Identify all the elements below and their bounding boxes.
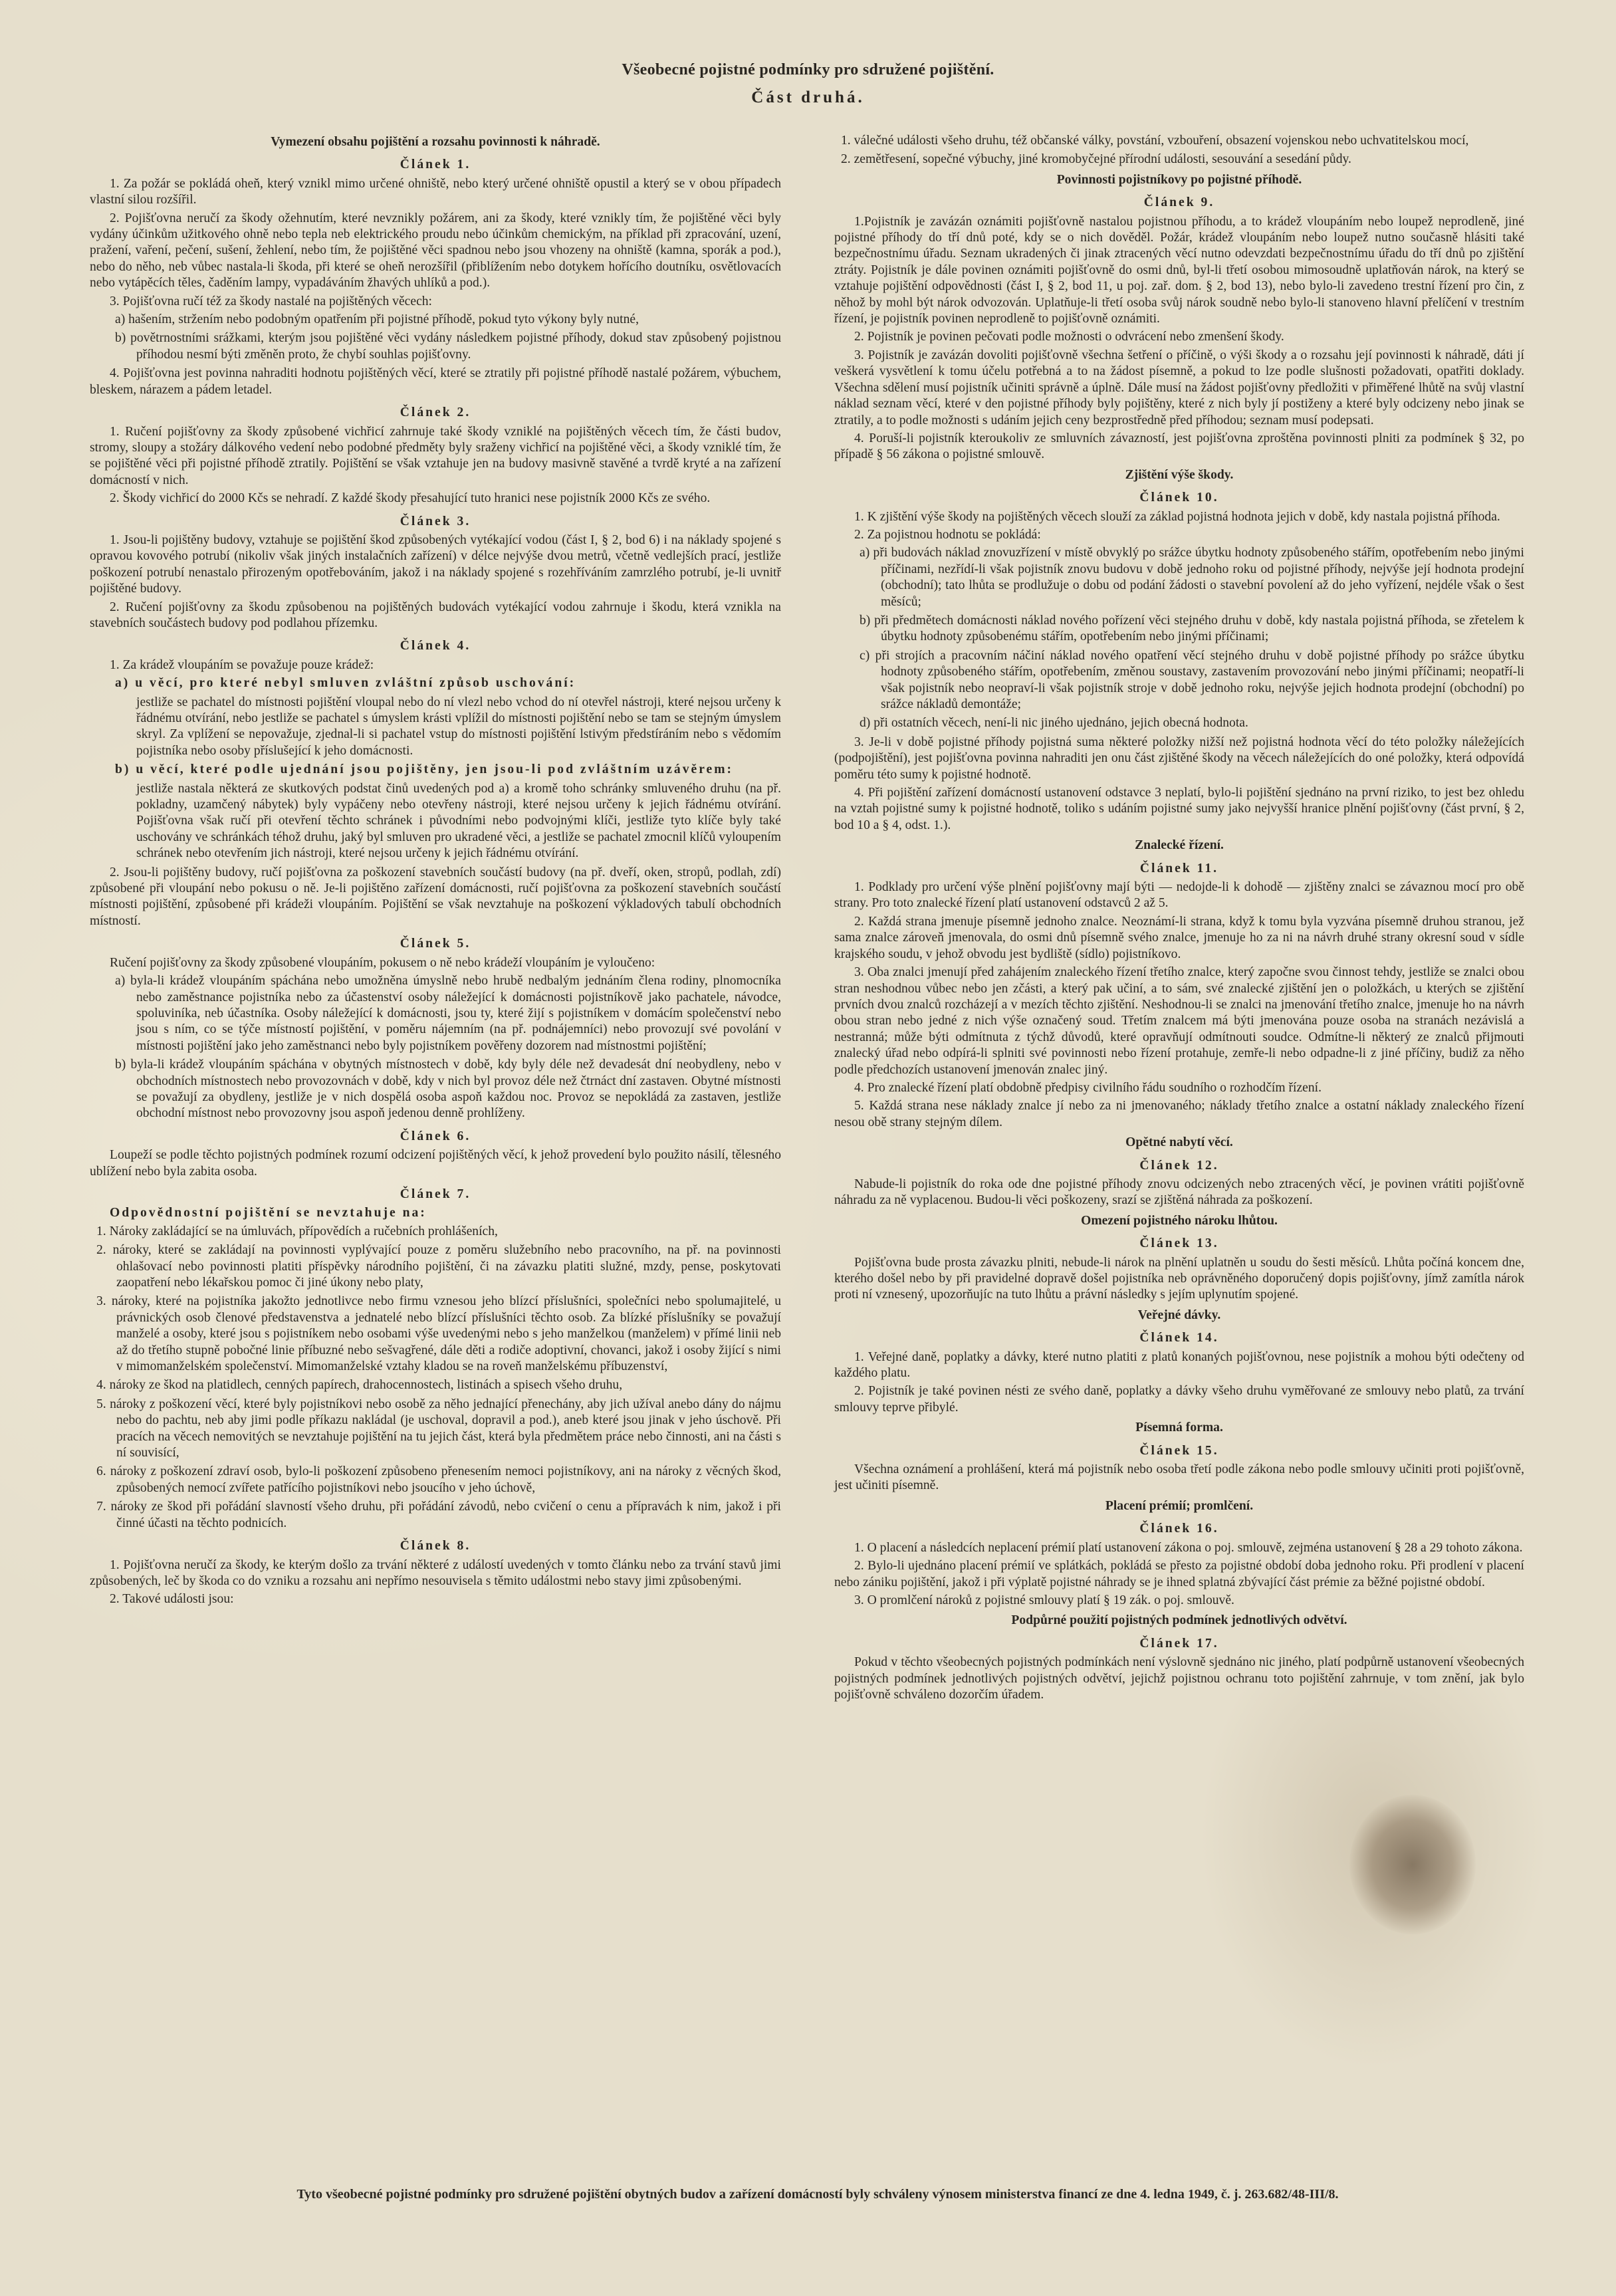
paragraph: 5. Každá strana nese náklady znalce jí nebo za ni jmenovaného; náklady třetího znalce a ostatní náklady znaleckého řízení nesou obě strany stejným dílem. <box>834 1099 1524 1129</box>
article-heading: Článek 10. <box>1139 491 1219 505</box>
paragraph: 1. Podklady pro určení výše plnění pojišťovny mají býti — nedojde-li k dohodě — zjištěny znalci se závaznou mocí pro obě strany. Pro toto znalecké řízení platí ustanovení odstavců 2 až 5. <box>834 880 1524 911</box>
paragraph: Všechna oznámení a prohlášení, která má pojistník nebo osoba třetí podle zákona nebo podle smlouvy učiniti proti pojišťovně, jest učiniti písemně. <box>834 1462 1524 1493</box>
article-heading: Článek 12. <box>1139 1158 1219 1173</box>
article-heading: Článek 16. <box>1139 1522 1219 1536</box>
coffee-stain <box>1349 1795 1476 1934</box>
paragraph: 4. Poruší-li pojistník kteroukoliv ze smluvních závazností, jest pojišťovna zproštěna povinnosti plniti za podmínek § 32, po případě § 56 zákona o pojistné smlouvě. <box>834 431 1524 462</box>
paragraph: 2. Za pojistnou hodnotu se pokládá: <box>854 527 1041 542</box>
paragraph: Pojišťovna bude prosta závazku plniti, nebude-li nárok na plnění uplatněn u soudu do šesti měsíců. Lhůta počíná koncem dne, kterého došel nebo by při pravidelné dopravě došel pojistníka neb oprávněného doporučený dopis pojišťovny, jímž zamítla nárok proti ní vznesený, upozorňujíc na tuto lhůtu a právní následky s jejím uplynutím spojené. <box>834 1255 1524 1302</box>
article-heading: Článek 6. <box>400 1129 471 1143</box>
paragraph: 2. Pojistník je povinen pečovati podle možnosti o odvrácení nebo zmenšení škody. <box>854 330 1284 344</box>
paragraph: 2. Pojišťovna neručí za škody ožehnutím, které nevznikly požárem, ani za škody, které vznikly tím, že pojištěné věci byly vydány účinkům užitkového ohně nebo tepla neb elektrického proudu nebo účinkům chemickým, na příklad při zpracování, uzení, pražení, vaření, pečení, sušení, žehlení, nebo tím, že pojištěné věci spadnou nebo jsou vhozeny na ohniště (kamna, sporák a pod.), nebo do něho, neb vůbec nastala-li škoda, při které se oheň nerozšířil (přiblížením nebo dotykem hořícího doutníku, osvětlovacích nebo vytápěcích těles, čaděním lampy, vypadáváním žhavých uhlíků a pod.). <box>90 211 781 290</box>
article-heading: Článek 2. <box>400 405 471 420</box>
document-header <box>0 61 1616 107</box>
paragraph: 4. Pojišťovna jest povinna nahraditi hodnotu pojištěných věcí, které se ztratily při pojistné příhodě nastalé požárem, výbuchem, bleskem, nárazem a pádem letadel. <box>90 366 781 397</box>
left-column <box>90 130 781 1610</box>
list-item-heading: a) u věcí, pro které nebyl smluven zvláštní způsob uschování: <box>115 676 576 691</box>
paragraph: 2. Každá strana jmenuje písemně jednoho znalce. Neoznámí-li strana, když k tomu byla vyzvána písemně druhou stranou, jež sama znalce zároveň jmenovala, do osmi dnů písemně svého znalce, jmenuje ho za ni na návrh druhé strany okresní soud v sídle krajského soudu, v jehož obvodu jest bydliště (sídlo) pojistníkovo. <box>834 914 1524 961</box>
article-heading: Článek 7. <box>400 1187 471 1201</box>
list-item: 2. nároky, které se zakládají na povinnosti vyplývající pouze z poměru služebního nebo pracovního, na př. na povinnosti ohlašovací nebo povinnosti platiti příspěvky národního pojištění, či na závazku platiti služné, mzdy, pense, poskytovati zaopatření nebo lékařskou pomoc či jiné úkony nebo platy, <box>96 1243 781 1290</box>
section-heading: Zjištění výše škody. <box>1125 467 1234 482</box>
section-heading: Placení prémií; promlčení. <box>1105 1498 1254 1513</box>
paragraph: 1. Veřejné daně, poplatky a dávky, které nutno platiti z platů konaných pojišťovnou, nese pojistník a mohou býti odečteny od každého platu. <box>834 1349 1524 1381</box>
article-heading: Článek 4. <box>400 639 471 653</box>
paragraph: Nabude-li pojistník do roka ode dne pojistné příhody znovu odcizených nebo ztracených věcí, je povinen vrátiti pojišťovně náhradu za ně vyplacenou. Budou-li věci poškozeny, srazí se zjištěná náhrada za poškození. <box>834 1177 1524 1208</box>
paragraph: 1. Za krádež vloupáním se považuje pouze krádež: <box>110 657 374 672</box>
section-heading: Podpůrné použití pojistných podmínek jednotlivých odvětví. <box>1011 1613 1347 1628</box>
paragraph: 2. Bylo-li ujednáno placení prémií ve splátkách, pokládá se přesto za pojistné období doba jednoho roku. Při prodlení v placení nebo zániku pojištění, jakož i při výplatě pojistné náhrady se je ihned splatná zbývající část prémie za běžné pojistné období. <box>834 1559 1524 1589</box>
article-heading: Článek 13. <box>1139 1236 1219 1251</box>
paragraph: 1. Ručení pojišťovny za škody způsobené vichřicí zahrnuje také škody vzniklé na pojištěných věcech tím, že části budov, stromy, sloupy a stožáry dálkového vedení nebo podobné předměty byly sraženy vichřicí na pojištěné věci, a škody vzniklé tím, že se pojištěné věci při pojistné příhodě ztratily. Pojištění se však vztahuje jen na budovy masivně stavěné a tvrdě kryté a na zařízení domácností v nich. <box>90 424 781 487</box>
list-item: 3. nároky, které na pojistníka jakožto jednotlivce nebo firmu vznesou jeho blízcí příslušníci, společníci nebo spolumajitelé, u právnických osob členové představenstva a jednatelé nebo blízcí příslušníci těchto osob. Za blízké příslušníky se považují manželé a osoby, které jsou s pojistníkem nebo osobami výše uvedenými nebo s jeho manželkou (manželem) v přímé linii neb až do třetího stupně pobočné linie příbuzné nebo sešvagřené, dále děti a rodiče adoptivní, chovanci, jakož i osoby žijící s nimi v mimomanželském společenství. Mimomanželské vztahy kladou se na roveň manželskému příbuzenství, <box>96 1294 781 1374</box>
document-part: Část druhá. <box>751 88 865 106</box>
list-item: jestliže nastala některá ze skutkových podstat činů uvedených pod a) a kromě toho schránky smluveného druhu (na př. pokladny, uzamčený nábytek) byly vypáčeny nebo otevřeny nástroji, které nejsou určeny k jejich řádnému otvírání. Pojišťovna však ručí při otevření těchto schránek i původními nebo podvojnými klíči, jestliže tyto klíče byly také uschovány ve schránkách téhož druhu, jaký byl smluven pro ukradené věci, a jestliže se pachatel zmocnil klíčů vyloupením schránek nebo otevřením jich nástroji, které nejsou určeny k jejich řádnému otvírání. <box>136 781 781 861</box>
paragraph: 2. Ručení pojišťovny za škodu způsobenou na pojištěných budovách vytékající vodou zahrnuje i škodu, která vznikla na stavebních součástech budovy pod podlahou přízemku. <box>90 600 781 630</box>
article-heading: Článek 11. <box>1139 861 1219 875</box>
document-title: Všeobecné pojistné podmínky pro sdružené pojištění. <box>622 61 994 78</box>
paragraph: 4. Pro znalecké řízení platí obdobně předpisy civilního řádu soudního o rozhodčím řízení. <box>854 1080 1322 1095</box>
paragraph: 2. Takové události jsou: <box>110 1592 234 1607</box>
list-item: c) při strojích a pracovním náčiní náklad nového opatření věcí stejného druhu v době pojistné příhody po srážce úbytku hodnoty způsobeného stářím, opotřebením, změnou soustavy, zastavením provozování nebo jinými příčinami; neopatří-li však pojistník nebo neopraví-li však pojistník stroje v době jednoho roku, nejvýše jejich hodnota prodejní (obchodní) po srážce nákladů demontáže; <box>860 648 1524 711</box>
section-heading: Omezení pojistného nároku lhůtou. <box>1081 1213 1278 1228</box>
list-item: 6. nároky z poškození zdraví osob, bylo-li poškození způsobeno přenesením nemoci pojistníkovy, ani na nároky z věcných škod, způsobených nemocí zvířete patřícího pojistníkovi nebo jsoucího v jeho úchově, <box>96 1464 781 1495</box>
paragraph: 1. K zjištění výše škody na pojištěných věcech slouží za základ pojistná hodnota jejich v době, kdy nastala pojistná příhoda. <box>854 509 1500 524</box>
list-item: 5. nároky z poškození věcí, které byly pojistníkovi nebo osobě za něho jednající přenechány, aby jich užíval anebo dány do nájmu nebo do pachtu, neb aby jimi podle příkazu nakládal (je uschoval, dopravil a pod.), aneb které jsou jinak v jeho úschově. Při pracích na věcech nemovitých se nevztahuje pojištění na tu jejich část, která byla předmětem práce nebo činnosti, ani na části s ní souvisící, <box>96 1397 781 1460</box>
paragraph: 1. Jsou-li pojištěny budovy, vztahuje se pojištění škod způsobených vytékající vodou (část I, § 2, bod 6) i na náklady spojené s opravou kovového potrubí (nikoliv však jiných instalačních zařízení) v délce nejvýše dvou metrů, včetně vedlejších prací, jestliže poškození potrubí nenastalo přirozeným opotřebováním, jakož i na náklady spojené s rozehříváním zamrzlého potrubí, je-li uvnitř pojištěné budovy. <box>90 532 781 596</box>
list-item-heading: b) u věcí, které podle ujednání jsou pojištěny, jen jsou-li pod zvláštním uzávěrem: <box>115 762 734 777</box>
paragraph-heading: Odpovědnostní pojištění se nevztahuje na: <box>110 1206 427 1220</box>
paragraph: 3. O promlčení nároků z pojistné smlouvy platí § 19 zák. o poj. smlouvě. <box>854 1593 1234 1607</box>
paragraph: 3. Oba znalci jmenují před zahájením znaleckého řízení třetího znalce, který započne svou činnost tehdy, jestliže se znalci obou stran neshodnou vůbec nebo jen zčásti, a který pak učiní, a to sám, své znalecké zjištění jen o položkách, u kterých se zjištění prvních dvou znalců rozcházejí a v mezích těchto zjištění. Neshodnou-li se znalci na jmenování třetího znalce, jmenuje ho na návrh obou stran nebo jedné z nich výše označený soud. Třetím znalcem má býti jmenována pouze osoba na stranách nezávislá a nestranná; může býti odmítnuta z týchž důvodů, které opravňují odmítnouti soudce. Odmítne-li některý ze znalců přijmouti znalecký úřad nebo odpírá-li splniti své povinnosti nebo řízení protahuje, zemře-li nebo odpadne-li z jiné příčiny, budiž za něho podle předchozích ustanovení jmenován znalec jiný. <box>834 965 1524 1077</box>
paragraph: 2. Jsou-li pojištěny budovy, ručí pojišťovna za poškození stavebních součástí budovy (na př. dveří, oken, stropů, podlah, zdí) způsobené při vloupání nebo pokusu o ně. Je-li pojištěno zařízení domácnosti, ručí pojišťovna za poškození stavebních součástí místnosti pojištění, způsobené při krádeži vloupáním. Pojištění se však nevztahuje na poškození výkladových tabulí obchodních místností. <box>90 865 781 928</box>
article-heading: Článek 3. <box>400 514 471 528</box>
list-item: 1. válečné události všeho druhu, též občanské války, povstání, vzbouření, obsazení vojenskou nebo uchvatitelskou mocí, <box>841 134 1469 148</box>
list-item: 4. nároky ze škod na platidlech, cenných papírech, drahocennostech, listinách a spisech všeho druhu, <box>96 1378 623 1393</box>
paragraph: 2. Škody vichřicí do 2000 Kčs se nehradí. Z každé škody přesahující tuto hranici nese pojistník 2000 Kčs ze svého. <box>110 491 711 506</box>
list-item: a) při budovách náklad znovuzřízení v místě obvyklý po srážce úbytku hodnoty způsobeného stářím, opotřebením nebo jinými příčinami, nezřídí-li však pojistník znovu budovu v době jednoho roku od pojistné příhody, nejvýše její hodnota prodejní (obchodní); tato lhůta se prodlužuje o dobu od podání žádosti o stavební povolení až do jeho vyřízení, nejdéle však o šest měsíců; <box>860 546 1524 609</box>
list-item: 2. zemětřesení, sopečné výbuchy, jiné kromobyčejné přírodní události, sesouvání a sesedání půdy. <box>841 152 1351 167</box>
approval-footer: Tyto všeobecné pojistné podmínky pro sdružené pojištění obytných budov a zařízení domácností byly schváleny výnosem ministerstva financí ze dne 4. ledna 1949, č. j. 263.682/48-III/8. <box>296 2187 1339 2202</box>
list-item: jestliže se pachatel do místnosti pojištění vloupal nebo do ní vlezl nebo vchod do ní otevřel nástroji, které nejsou určeny k řádnému otvírání, nebo jestliže se pachatel s úmyslem krásti vplížil do místnosti pojištění nebo se tam se stejným úmyslem skryl. Za vplížení se nepovažuje, zjednal-li si pachatel vstup do místnosti pojištění lstivým předstíráním nebo s vědomím pojistníka nebo osoby příslušející k jeho domácnosti. <box>136 695 781 758</box>
paragraph: 3. Je-li v době pojistné příhody pojistná suma některé položky nižší než pojistná hodnota věcí do této položky náležejících (podpojištění), jest pojišťovna povinna nahraditi jen onu část zjištěné škody na věcech náležejících do oné položky, která odpovídá poměru této sumy k pojistné hodnotě. <box>834 735 1524 782</box>
paragraph: 3. Pojišťovna ručí též za škody nastalé na pojištěných věcech: <box>110 294 433 308</box>
paragraph: 1. O placení a následcích neplacení prémií platí ustanovení zákona o poj. smlouvě, zejména ustanovení § 28 a 29 tohoto zákona. <box>854 1540 1523 1555</box>
article-heading: Článek 8. <box>400 1539 471 1553</box>
list-item: a) byla-li krádež vloupáním spáchána nebo umožněna úmyslně nebo hrubě nedbalým jednáním člena rodiny, plnomocníka nebo zaměstnance pojistníka nebo za účastenství osoby náležející k domácnosti pojistníkově jako pachatele, návodce, spoluviníka, neb účastníka. Osoby náležející k domácnosti, jsou ty, které žijí s pojistníkem v domácím společenství nebo jsou s ním, co se týče místností pojištění, v poměru nájemním (na př. podnájemníci) nebo provozují své povolání v místnosti pojištění jako jeho zaměstnanci nebo byly pojistníkem pověřeny dozorem nad místnostmi pojištění; <box>115 974 781 1053</box>
list-item: b) byla-li krádež vloupáním spáchána v obytných místnostech v době, kdy byly déle než devadesát dní neobydleny, nebo v obchodních místnostech nebo provozovnách v době, kdy v nich byl provoz déle než čtrnáct dní zastaven. Obytné místnosti se považují za obydleny, jestliže je v nich dospělá osoba aspoň každou noc. Provoz se nepokládá za zastaven, jestliže obchodní místnost nebo provozovny jsou aspoň jedenou denně prohlíženy. <box>115 1058 781 1121</box>
section-heading: Znalecké řízení. <box>1135 838 1224 853</box>
article-heading: Článek 5. <box>400 937 471 951</box>
paragraph: Loupeží se podle těchto pojistných podmínek rozumí odcizení pojištěných věcí, k jehož provedení bylo použito násilí, tělesného ublížení nebo byla zabita osoba. <box>90 1148 781 1179</box>
section-heading: Vymezení obsahu pojištění a rozsahu povinnosti k náhradě. <box>271 135 600 149</box>
paragraph: 1. Za požár se pokládá oheň, který vznikl mimo určené ohniště, nebo který určené ohniště opustil a který se v obou případech vlastní silou rozšířil. <box>90 176 781 207</box>
section-heading: Písemná forma. <box>1135 1421 1223 1435</box>
paragraph: 4. Při pojištění zařízení domácností ustanovení odstavce 3 neplatí, bylo-li pojištění sjednáno na první riziko, to jest bez ohledu na vztah pojistné sumy k pojistné hodnotě, toliko s udáním pojistné sumy jako nejvyšší hranice plnění pojišťovny (část první, § 2, bod 10 a § 4, odst. 1.). <box>834 786 1524 832</box>
paragraph: Ručení pojišťovny za škody způsobené vloupáním, pokusem o ně nebo krádeží vloupáním je vyloučeno: <box>110 955 655 970</box>
paragraph: 1.Pojistník je zavázán oznámiti pojišťovně nastalou pojistnou příhodu, a to krádež vloupáním nebo loupež neprodleně, jiné pojistné příhody do tří dnů poté, kdy se o nich dověděl. Požár, krádež vloupáním nebo loupež nutno současně hlásiti také bezpečnostnímu úřadu. Seznam ukradených či jinak ztracených věcí nutno odevzdati bezpečnostnímu úřadu do tří dnů po zjištění ztráty. Pojistník je dále povinen oznámiti pojišťovně do osmi dnů, byl-li třetí osobou mimosoudně uplatňován nárok, na který se vztahuje pojištění odpovědnosti (část I, § 2, bod 11, u poj. zař. dom. § 2, bod 13), nebo bylo-li zavedeno trestní řízení pro čin, z něhož by mohl být nárok odvozován. Uplatňuje-li třetí osoba svůj nárok soudně nebo bylo-li stanoveno hlavní přelíčení v trestním řízení, je pojistník povinen neprodleně to pojišťovně oznámiti. <box>834 214 1524 326</box>
paragraph: 1. Pojišťovna neručí za škody, ke kterým došlo za trvání některé z událostí uvedených v tomto článku nebo za trvání stavů jimi způsobených, leč by škoda co do vzniku a rozsahu ani nepřímo nesouvisela s těmito událostmi nebo stavy jimi způsobenými. <box>90 1557 781 1588</box>
article-heading: Článek 14. <box>1139 1331 1219 1345</box>
article-heading: Článek 15. <box>1139 1443 1219 1458</box>
paragraph: 3. Pojistník je zavázán dovoliti pojišťovně všechna šetření o příčině, o výši škody a o rozsahu její povinnosti k náhradě, dáti jí veškerá vysvětlení k tomu účelu potřebná a to na žádost písemně, a pokud to lze podle slušnosti požadovati, opatřiti doklady. Všechna sdělení musí pojistník učiniti správně a úplně. Dále musí na žádost pojišťovny předložiti v přiměřené lhůtě na svůj vlastní náklad seznam věcí, které v den pojistné příhody byly pojištěny, které z nich byly jí postiženy a které byly odcizeny nebo jinak se ztratily, a to podle možnosti s udáním jejich ceny bezprostředně před příhodou; seznam musí podepsati. <box>834 348 1524 427</box>
list-item: b) při předmětech domácnosti náklad nového pořízení věci stejného druhu v době, kdy nastala pojistná příhoda, se zřetelem k úbytku hodnoty způsobenému stářím, opotřebením nebo jinými příčinami; <box>860 613 1524 644</box>
paragraph: 2. Pojistník je také povinen nésti ze svého daně, poplatky a dávky všeho druhu vyměřované ze smlouvy nebo platů, za trvání smlouvy teprve přibylé. <box>834 1384 1524 1415</box>
list-item: d) při ostatních věcech, není-li nic jiného ujednáno, jejich obecná hodnota. <box>860 716 1248 731</box>
list-item: b) povětrnostními srážkami, kterým jsou pojištěné věci vydány následkem pojistné příhody, dokud stav způsobený pojistnou příhodou nesmí býti změněn proto, že chybí souhlas pojišťovny. <box>115 331 781 362</box>
article-heading: Článek 17. <box>1139 1636 1219 1651</box>
list-item: a) hašením, stržením nebo podobným opatřením při pojistné příhodě, pokud tyto výkony byly nutné, <box>115 312 639 327</box>
paragraph: Pokud v těchto všeobecných pojistných podmínkách není výslovně sjednáno nic jiného, platí podpůrně ustanovení všeobecných pojistných podmínek jednotlivých pojistných odvětví, jejichž pojistnou ochranu toto pojištění zahrnuje, v tom znění, jak bylo pojišťovně schváleno dozorčím úřadem. <box>834 1655 1524 1702</box>
article-heading: Článek 1. <box>400 158 471 172</box>
list-item: 7. nároky ze škod při pořádání slavností všeho druhu, při pořádání závodů, nebo cvičení o cenu a přípravách k nim, jakož i při činné účasti na těchto podnicích. <box>96 1500 781 1530</box>
section-heading: Veřejné dávky. <box>1137 1308 1221 1322</box>
right-column <box>834 133 1524 1705</box>
section-heading: Opětné nabytí věcí. <box>1125 1135 1233 1150</box>
section-heading: Povinnosti pojistníkovy po pojistné příhodě. <box>1056 172 1302 187</box>
article-heading: Článek 9. <box>1143 195 1215 210</box>
list-item: 1. Nároky zakládající se na úmluvách, přípovědích a ručebních prohlášeních, <box>96 1224 498 1238</box>
